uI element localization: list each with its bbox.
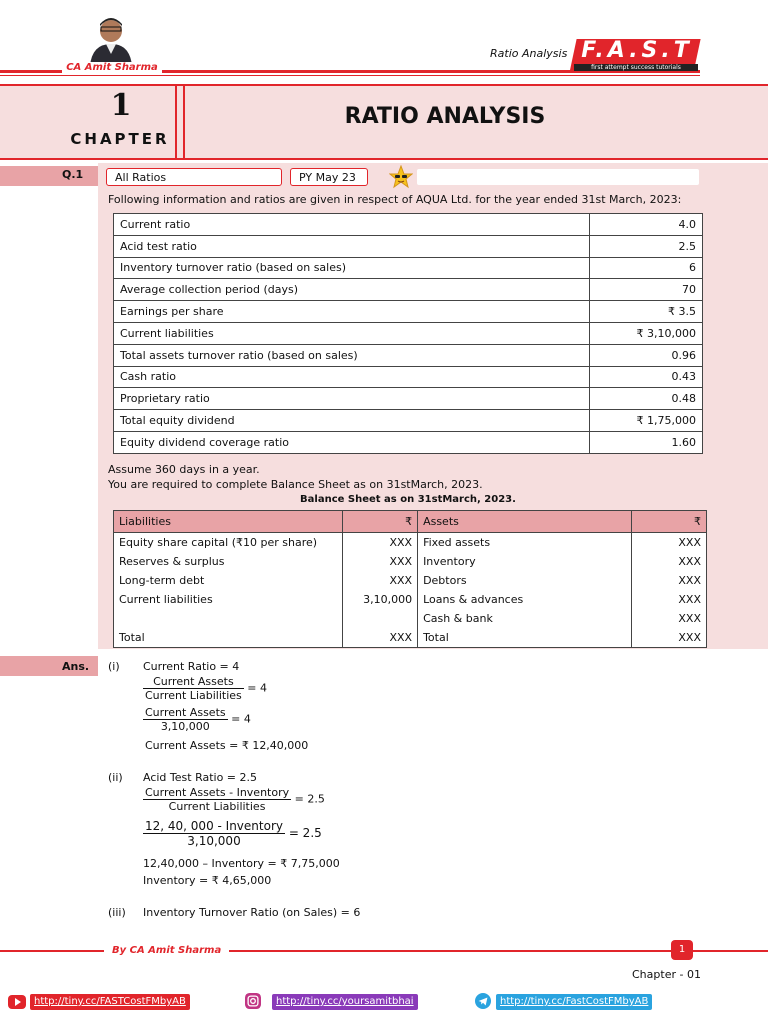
step-iii-number: (iii)	[108, 906, 126, 919]
ratio-row	[114, 410, 703, 432]
asset-amount: XXX	[632, 628, 707, 648]
ratio-value: 0.96	[590, 344, 703, 366]
chapter-label: CHAPTER	[70, 130, 170, 148]
ratio-row	[114, 344, 703, 366]
liability-item: Equity share capital (₹10 per share)	[114, 533, 343, 553]
asset-amount: XXX	[632, 533, 707, 553]
fraction-numerator: Current Assets - Inventory	[145, 786, 290, 799]
ratio-row	[114, 322, 703, 344]
asset-item: Loans & advances	[418, 590, 632, 609]
liability-amount	[343, 609, 418, 628]
fast-logo-text: F.A.S.T	[581, 38, 693, 63]
liability-item: Long-term debt	[114, 571, 343, 590]
instagram-icon[interactable]	[244, 993, 262, 1009]
step-ii-line-3: Inventory = ₹ 4,65,000	[143, 874, 272, 887]
chapter-number: 1	[110, 88, 132, 123]
ratio-name: Current ratio	[114, 214, 590, 236]
chapter-title: RATIO ANALYSIS	[344, 104, 546, 129]
ratio-value: 2.5	[590, 235, 703, 257]
balance-sheet-table	[113, 510, 707, 648]
youtube-icon[interactable]	[8, 994, 26, 1010]
liability-item: Reserves & surplus	[114, 552, 343, 571]
header-rule-thin	[0, 75, 700, 76]
liability-item: Total	[114, 628, 343, 648]
assumption-text: Assume 360 days in a year.	[108, 463, 260, 476]
liabilities-header: Liabilities	[114, 511, 343, 533]
ratio-row	[114, 214, 703, 236]
balance-sheet-row	[114, 628, 707, 648]
step-i-formula-2	[143, 706, 251, 733]
balance-sheet-row	[114, 571, 707, 590]
requirement-text: You are required to complete Balance Sheet as on 31stMarch, 2023.	[108, 478, 483, 491]
fraction-denominator: Current Liabilities	[168, 800, 266, 813]
fraction-denominator: Current Liabilities	[145, 689, 242, 702]
fraction-result: = 2.5	[288, 826, 322, 840]
star-sunglasses-icon	[389, 165, 413, 189]
author-name: CA Amit Sharma	[62, 62, 162, 73]
ratio-row	[114, 388, 703, 410]
ratio-value: ₹ 1,75,000	[590, 410, 703, 432]
assets-header: Assets	[418, 511, 632, 533]
fast-logo-tagline: first attempt success tutorials	[574, 64, 698, 71]
ratio-value: 0.48	[590, 388, 703, 410]
fraction-result: = 2.5	[294, 792, 325, 806]
liability-amount: XXX	[343, 552, 418, 571]
step-ii-line: Acid Test Ratio = 2.5	[143, 771, 258, 784]
ratio-name: Acid test ratio	[114, 235, 590, 257]
ratio-row	[114, 301, 703, 323]
asset-amount: XXX	[632, 590, 707, 609]
ratio-value: 6	[590, 257, 703, 279]
balance-sheet-title: Balance Sheet as on 31stMarch, 2023.	[300, 494, 516, 505]
liabilities-currency: ₹	[343, 511, 418, 533]
question-intro: Following information and ratios are given in respect of AQUA Ltd. for the year ended 31st March, 2023:	[108, 193, 682, 206]
step-i-number: (i)	[108, 660, 120, 673]
author-photo	[86, 14, 136, 66]
blank-tag	[416, 168, 700, 186]
step-ii-formula-1	[143, 786, 325, 813]
balance-sheet-row	[114, 590, 707, 609]
ratio-row	[114, 279, 703, 301]
chapter-divider	[175, 84, 185, 160]
fraction-result: = 4	[247, 681, 267, 695]
fraction-numerator: 12, 40, 000 - Inventory	[145, 819, 283, 833]
ratio-row	[114, 431, 703, 453]
question-instructions	[108, 462, 483, 492]
step-i-result: Current Assets = ₹ 12,40,000	[145, 739, 309, 752]
step-i-line: Current Ratio = 4	[143, 660, 240, 673]
ratio-name: Proprietary ratio	[114, 388, 590, 410]
ratio-value: 1.60	[590, 431, 703, 453]
liability-item	[114, 609, 343, 628]
telegram-icon[interactable]	[474, 993, 492, 1009]
footer-author: By CA Amit Sharma	[104, 945, 229, 956]
exam-tag: PY May 23	[290, 168, 368, 186]
ratio-name: Inventory turnover ratio (based on sales)	[114, 257, 590, 279]
asset-item: Total	[418, 628, 632, 648]
ratio-value: 4.0	[590, 214, 703, 236]
answer-label: Ans.	[62, 660, 90, 673]
liability-amount: XXX	[343, 533, 418, 553]
ratio-row	[114, 235, 703, 257]
asset-item: Inventory	[418, 552, 632, 571]
ratio-name: Cash ratio	[114, 366, 590, 388]
page-number: 1	[671, 940, 693, 960]
question-label: Q.1	[62, 168, 84, 181]
assets-currency: ₹	[632, 511, 707, 533]
ratio-value: 70	[590, 279, 703, 301]
balance-sheet-row	[114, 533, 707, 553]
balance-sheet-row	[114, 609, 707, 628]
step-ii-line-2: 12,40,000 – Inventory = ₹ 7,75,000	[143, 857, 340, 870]
ratio-value: 0.43	[590, 366, 703, 388]
footer-chapter: Chapter - 01	[632, 968, 701, 981]
ratio-row	[114, 366, 703, 388]
ratio-name: Earnings per share	[114, 301, 590, 323]
balance-sheet-header	[114, 511, 707, 533]
step-ii-formula-2	[143, 819, 322, 848]
asset-item: Debtors	[418, 571, 632, 590]
ratio-name: Current liabilities	[114, 322, 590, 344]
ratio-name: Equity dividend coverage ratio	[114, 431, 590, 453]
step-i-formula-1	[143, 675, 267, 702]
ratio-name: Total equity dividend	[114, 410, 590, 432]
fraction-numerator: Current Assets	[143, 675, 244, 689]
instagram-link[interactable]: http://tiny.cc/yoursamitbhai	[272, 994, 418, 1010]
ratio-row	[114, 257, 703, 279]
ratio-name: Average collection period (days)	[114, 279, 590, 301]
header-title: Ratio Analysis	[490, 47, 568, 60]
ratio-value: ₹ 3,10,000	[590, 322, 703, 344]
fraction-denominator: 3,10,000	[187, 834, 241, 848]
fraction-numerator: Current Assets	[145, 706, 226, 719]
fraction-result: = 4	[231, 712, 251, 726]
asset-item: Fixed assets	[418, 533, 632, 553]
liability-amount: XXX	[343, 571, 418, 590]
ratio-name: Total assets turnover ratio (based on sales)	[114, 344, 590, 366]
asset-amount: XXX	[632, 609, 707, 628]
balance-sheet-row	[114, 552, 707, 571]
fraction-denominator: 3,10,000	[160, 720, 210, 733]
liability-amount: 3,10,000	[343, 590, 418, 609]
ratio-value: ₹ 3.5	[590, 301, 703, 323]
asset-item: Cash & bank	[418, 609, 632, 628]
question-tab	[0, 166, 98, 186]
step-ii-number: (ii)	[108, 771, 123, 784]
youtube-link[interactable]: http://tiny.cc/FASTCostFMbyAB	[30, 994, 190, 1010]
asset-amount: XXX	[632, 571, 707, 590]
liability-amount: XXX	[343, 628, 418, 648]
telegram-link[interactable]: http://tiny.cc/FastCostFMbyAB	[496, 994, 652, 1010]
topic-tag: All Ratios	[106, 168, 282, 186]
step-iii-line: Inventory Turnover Ratio (on Sales) = 6	[143, 906, 361, 919]
ratios-table	[113, 213, 703, 454]
asset-amount: XXX	[632, 552, 707, 571]
liability-item: Current liabilities	[114, 590, 343, 609]
